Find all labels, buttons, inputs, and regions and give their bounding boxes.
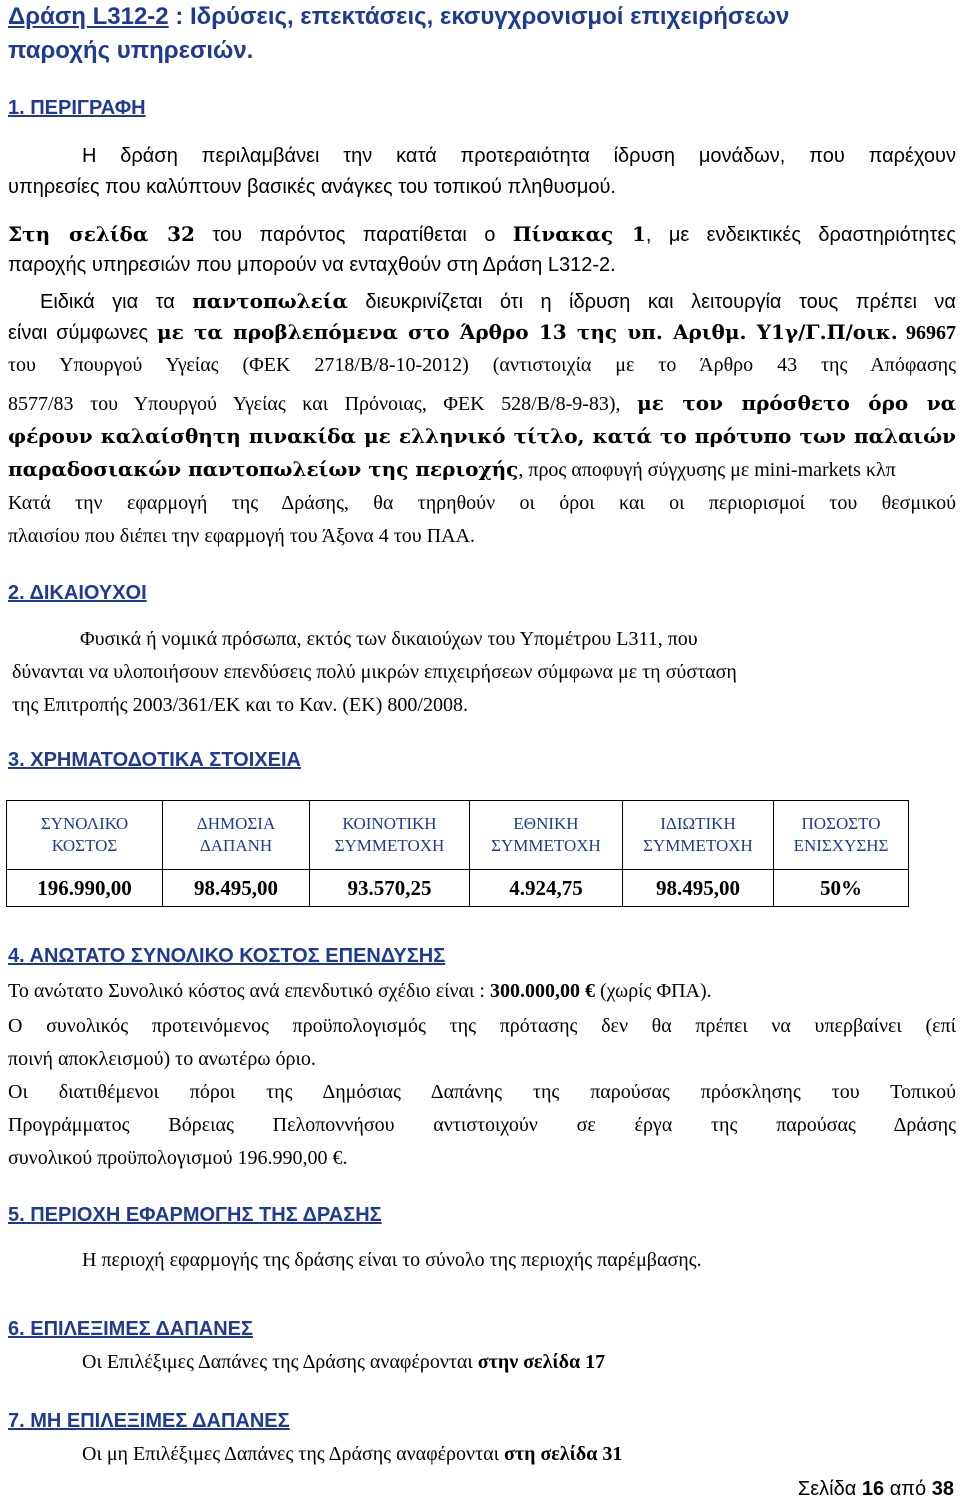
s1-p3-line1: Ειδικά για τα παντοπωλεία διευκρινίζεται ότι η ίδρυση και λειτουργία τους πρέπει να xyxy=(40,289,956,313)
page-ref: Στη σελίδα 32 xyxy=(8,222,195,246)
s1-p1-line2: υπηρεσίες που καλύπτουν βασικές ανάγκες του τοπικού πληθυσμού. xyxy=(8,176,616,198)
total-pages: 38 xyxy=(931,1478,954,1500)
value-aid-rate: 50% xyxy=(774,870,909,907)
s2-line2: δύνανται να υλοποιήσουν επενδύσεις πολύ μικρών επιχειρήσεων σύμφωνα με τη σύσταση xyxy=(12,661,737,683)
article-ref: με τα προβλεπόμενα στο Άρθρο 13 της υπ. Αριθμ. Υ1γ/Γ.Π/οικ. xyxy=(156,320,898,344)
s1-p3-line6: παραδοσιακών παντοπωλείων της περιοχής, προς αποφυγή σύγχυσης με mini-markets κλπ xyxy=(8,457,896,481)
s1-p2-line1: Στη σελίδα 32 του παρόντος παρατίθεται ο Πίνακας 1, με ενδεικτικές δραστηριότητες xyxy=(8,222,956,246)
s1-p1-line1: Η δράση περιλαμβάνει την κατά προτεραιότητα ίδρυση μονάδων, που παρέχουν xyxy=(82,145,956,167)
s4-line6: συνολικού προϋπολογισμού 196.990,00 €. xyxy=(8,1147,348,1169)
header-aid-rate: ΠΟΣΟΣΤΟ ΕΝΙΣΧΥΣΗΣ xyxy=(774,801,909,870)
max-cost-value: 300.000,00 € xyxy=(489,980,595,1002)
section-4-heading: 4. ΑΝΩΤΑΤΟ ΣΥΝΟΛΙΚΟ ΚΟΣΤΟΣ ΕΠΕΝΔΥΣΗΣ xyxy=(8,945,446,967)
s7-line1: Οι μη Επιλέξιμες Δαπάνες της Δράσης αναφέρονται στη σελίδα 31 xyxy=(82,1443,623,1465)
grocery-stores-term: παντοπωλεία xyxy=(192,289,348,313)
title-line2: παροχής υπηρεσιών. xyxy=(8,37,254,64)
s4-line2: Ο συνολικός προτεινόμενος προϋπολογισμός της πρότασης δεν θα πρέπει να υπερβαίνει (επί xyxy=(8,1015,956,1037)
value-private-share: 98.495,00 xyxy=(623,870,774,907)
value-national-share: 4.924,75 xyxy=(470,870,623,907)
s1-p3-line5: φέρουν καλαίσθητη πινακίδα με ελληνικό τίτλο, κατά το πρότυπο των παλαιών xyxy=(8,424,956,448)
financial-table xyxy=(6,800,909,907)
current-page: 16 xyxy=(861,1478,885,1500)
s2-line3: της Επιτροπής 2003/361/ΕΚ και το Καν. (ΕΚ) 800/2008. xyxy=(12,694,468,716)
s1-p2-line2: παροχής υπηρεσιών που μπορούν να ενταχθούν στη Δράση L312-2. xyxy=(8,254,616,276)
section-3-heading: 3. ΧΡΗΜΑΤΟΔΟΤΙΚΑ ΣΤΟΙΧΕΙΑ xyxy=(8,749,301,771)
table-ref: Πίνακας 1 xyxy=(512,222,646,246)
value-total-cost: 196.990,00 xyxy=(7,870,163,907)
header-total-cost: ΣΥΝΟΛΙΚΟ ΚΟΣΤΟΣ xyxy=(7,801,163,870)
s6-line1: Οι Επιλέξιμες Δαπάνες της Δράσης αναφέρονται στην σελίδα 17 xyxy=(82,1351,606,1373)
value-community-share: 93.570,25 xyxy=(310,870,470,907)
s1-p4-line2: πλαισίου που διέπει την εφαρμογή του Άξονα 4 του ΠΑΑ. xyxy=(8,525,476,547)
title-text: : Ιδρύσεις, επεκτάσεις, εκσυγχρονισμοί επιχειρήσεων xyxy=(168,3,790,30)
section-5-heading: 5. ΠΕΡΙΟΧΗ ΕΦΑΡΜΟΓΗΣ ΤΗΣ ΔΡΑΣΗΣ xyxy=(8,1204,382,1226)
s2-line1: Φυσικά ή νομικά πρόσωπα, εκτός των δικαιούχων του Υπομέτρου L311, που xyxy=(80,628,698,650)
value-public-expenditure: 98.495,00 xyxy=(163,870,310,907)
table-row xyxy=(7,870,909,907)
s4-line3: ποινή αποκλεισμού) το ανωτέρω όριο. xyxy=(8,1048,316,1070)
s5-line1: Η περιοχή εφαρμογής της δράσης είναι το σύνολο της περιοχής παρέμβασης. xyxy=(82,1249,702,1271)
header-community-share: ΚΟΙΝΟΤΙΚΗ ΣΥΜΜΕΤΟΧΗ xyxy=(310,801,470,870)
table-header-row xyxy=(7,801,909,870)
header-national-share: ΕΘΝΙΚΗ ΣΥΜΜΕΤΟΧΗ xyxy=(470,801,623,870)
eligible-page-ref: στην σελίδα 17 xyxy=(477,1351,606,1373)
section-7-heading: 7. ΜΗ ΕΠΙΛΕΞΙΜΕΣ ΔΑΠΑΝΕΣ xyxy=(8,1410,290,1432)
ineligible-page-ref: στη σελίδα 31 xyxy=(503,1443,623,1465)
header-public-expenditure: ΔΗΜΟΣΙΑ ΔΑΠΑΝΗ xyxy=(163,801,310,870)
action-code: Δράση L312-2 xyxy=(8,3,169,30)
header-private-share: ΙΔΙΩΤΙΚΗ ΣΥΜΜΕΤΟΧΗ xyxy=(623,801,774,870)
s1-p4-line1: Κατά την εφαρμογή της Δράσης, θα τηρηθούν οι όροι και οι περιορισμοί του θεσμικού xyxy=(8,492,956,514)
section-1-heading: 1. ΠΕΡΙΓΡΑΦΗ xyxy=(8,97,146,119)
s4-line5: Προγράμματος Βόρειας Πελοποννήσου αντιστοιχούν σε έργα της παρούσας Δράσης xyxy=(8,1114,956,1136)
s1-p3-line3: του Υπουργού Υγείας (ΦΕΚ 2718/Β/8-10-2012) (αντιστοιχία με το Άρθρο 43 της Απόφασης xyxy=(8,354,956,376)
action-title xyxy=(8,0,958,68)
section-6-heading: 6. ΕΠΙΛΕΞΙΜΕΣ ΔΑΠΑΝΕΣ xyxy=(8,1318,253,1340)
s4-line4: Οι διατιθέμενοι πόροι της Δημόσιας Δαπάνης της παρούσας πρόσκλησης του Τοπικού xyxy=(8,1081,956,1103)
s1-p3-line2: είναι σύμφωνες με τα προβλεπόμενα στο Άρθρο 13 της υπ. Αριθμ. Υ1γ/Γ.Π/οικ. 96967 xyxy=(8,320,956,344)
page-footer: Σελίδα 16 από 38 xyxy=(797,1478,954,1500)
s4-line1: Το ανώτατο Συνολικό κόστος ανά επενδυτικό σχέδιο είναι : 300.000,00 € (χωρίς ΦΠΑ). xyxy=(8,980,712,1002)
s1-p3-line4: 8577/83 του Υπουργού Υγείας και Πρόνοιας, ΦΕΚ 528/Β/8-9-83), με τον πρόσθετο όρο να xyxy=(8,391,957,415)
section-2-heading: 2. ΔΙΚΑΙΟΥΧΟΙ xyxy=(8,582,147,604)
